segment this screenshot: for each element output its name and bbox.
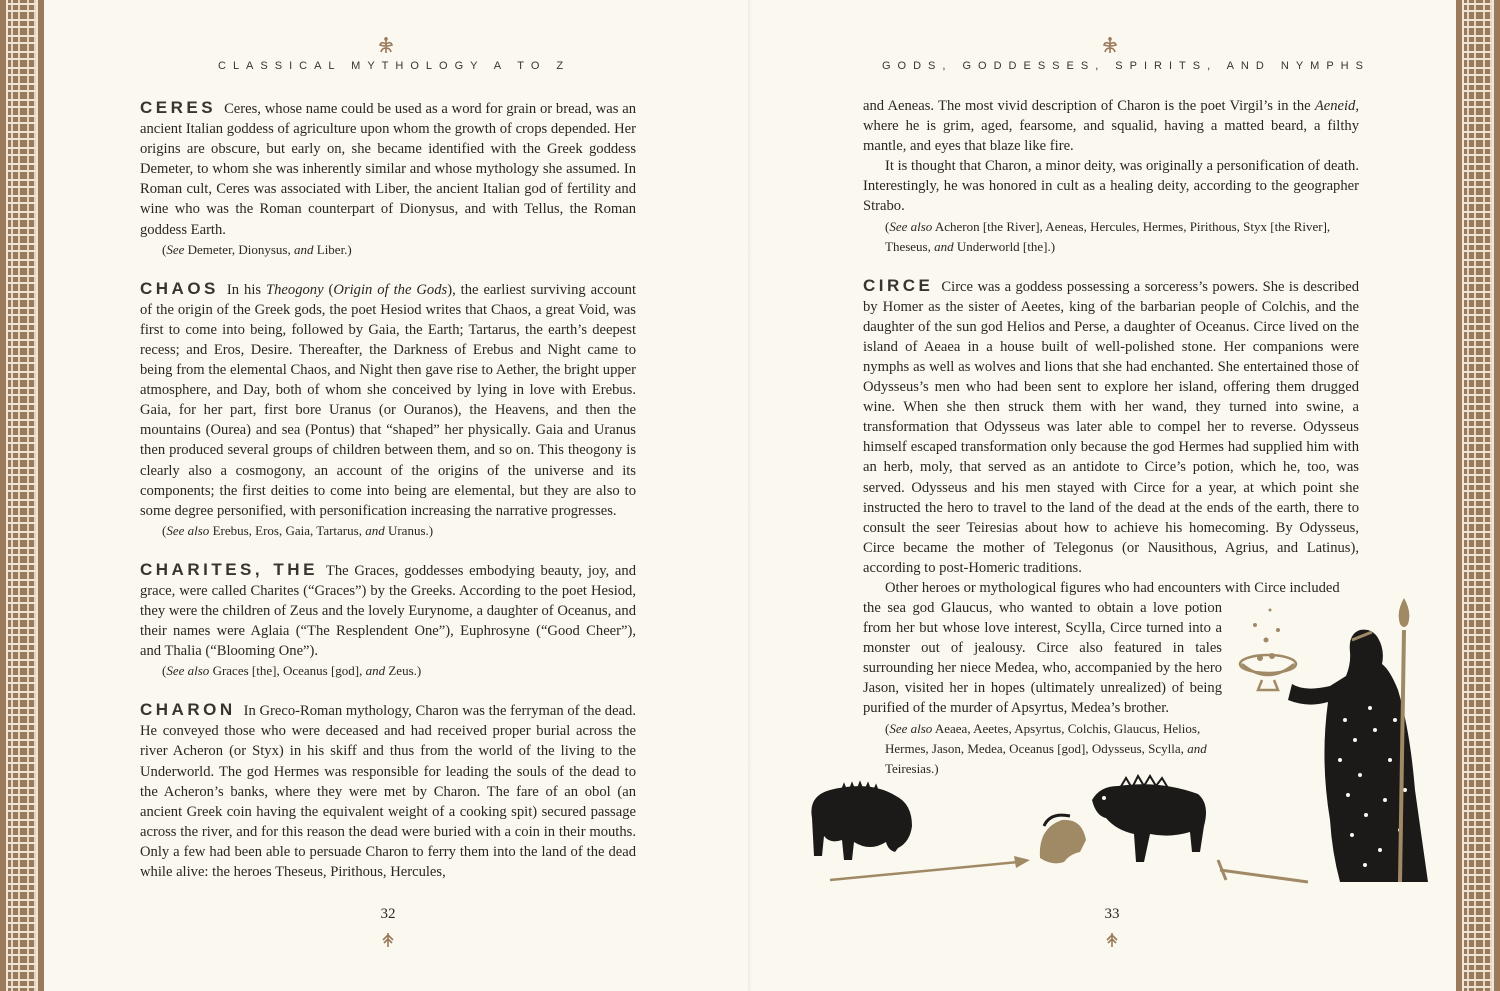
running-head-left: CLASSICAL MYTHOLOGY A TO Z <box>218 60 571 72</box>
running-head-right: GODS, GODDESSES, SPIRITS, AND NYMPHS <box>882 60 1370 72</box>
left-greek-key-border <box>0 0 44 991</box>
left-page <box>44 0 748 991</box>
right-greek-key-border <box>1456 0 1500 991</box>
right-page <box>752 0 1456 991</box>
page-number-left: 32 <box>380 906 396 922</box>
boar-right-icon <box>1092 776 1206 862</box>
entry-charites: CHARITES, THE The Graces, goddesses embodying beauty, joy, and grace, were called Charites (“Graces”) by the Greeks. According to the poet Hesiod, they were the children of Zeus and the lovely Eurynome, a daughter of Oceanus, and their names were Aglaia (“The Resplendent One”), Euphrosyne (“Good Cheer”), and Thalia (“Blooming One”). (See also Graces [the], Oceanus [god], and Zeus.) <box>140 560 636 681</box>
cross-reference: (See also Acheron [the River], Aeneas, Hercules, Hermes, Pirithous, Styx [the River], Theseus, and Underworld [the].) <box>885 218 1331 254</box>
headword-chaos: CHAOS <box>140 278 219 298</box>
right-text-column <box>863 96 1359 598</box>
fleuron-bottom-icon <box>378 932 398 952</box>
headword-ceres: CERES <box>140 98 217 117</box>
circe-paragraph-2: the sea god Glaucus, who wanted to obtain a love potion from her but whose love interest, Scylla, Circe turned into a monster out of jealousy. Circe also featured in tales surrounding her niece Medea, who, accompanied by the hero Jason, visited her in hopes (ultimately unrealized) of being purified of the murder of Apsyrtus, Medea’s brother. <box>863 600 1222 717</box>
fleuron-top-icon <box>1100 36 1120 56</box>
left-text-column <box>140 98 636 901</box>
entry-circe: CIRCE Circe was a goddess possessing a sorceress’s powers. She is described by Homer as the sister of Aeetes, king of the barbarian people of Colchis, and the daughter of the sun god Helios and Perse, a daughter of Oceanus. Circe lived on the island of Aeaea in a house built of well-polished stone. Her companions were nymphs as well as wolves and lions that she had enchanted. She entertained those of Odysseus’s men who had been sent to explore her island, offering them drugged wine. When she then struck them with her wand, they turned into swine, a transformation that Odysseus was later able to compel her to reverse. Odysseus himself escaped transformation only because the god Hermes had supplied him with an herb, moly, that served as an antidote to Circe’s potion, which he, too, was served. Odysseus and his men stayed with Circe for a year, at which point she instructed the hero to travel to the land of the dead at the ends of the earth, there to consult the seer Teiresias about how to achieve his homecoming. By Odysseus, Circe became the mother of Telegonus (or Nausithous, Agrius, and Latinus), according to post-Homeric traditions. <box>863 275 1359 576</box>
entry-charon: CHARON In Greco-Roman mythology, Charon was the ferryman of the dead. He conveyed those who were deceased and had received proper burial across the river Acheron (or Styx) in his skiff and thus from the world of the living to the Underworld. The god Hermes was responsible for leading the souls of the dead to the Acheron’s banks, where they were met by Charon. The fare of an obol (an ancient Greek coin having the equivalent weight of a cooking spit) secured passage across the river, and for this reason the dead were buried with a coin in their mouths. Only a few had been able to persuade Charon to ferry them into the land of the dead while alive: the heroes Theseus, Pirithous, Hercules, <box>140 700 636 880</box>
headword-charon: CHARON <box>140 700 236 720</box>
entry-chaos: CHAOS In his Theogony (Origin of the Gods), the earliest surviving account of the origin of the Greek gods, the poet Hesiod writes that Chaos, a great Void, was first to come into being, followed by Gaia, the Earth; Tartarus, the earth’s deepest recess; and Eros, Desire. Thereafter, the Darkness of Erebus and Night came to being from the elemental Chaos, and Night then gave rise to Aether, the bright upper atmosphere, and Day, both of whom she conceived by lying in love with Erebus. Gaia, for her part, first bore Uranus (or Ouranos), the Heavens, and then the mountains (Ourea) and sea (Pontus) that “shaped” her physically. Gaia and Uranus then produced several groups of children between them, and so on. This theogony is clearly also a cosmogony, an account of the origins of the universe and its components; the first deities to come into being are elemental, but they are also to some degree personified, with personification increasing the narrative progresses. (See also Erebus, Eros, Gaia, Tartarus, and Uranus.) <box>140 279 636 541</box>
entry-ceres <box>140 98 636 260</box>
cross-reference: (See also Erebus, Eros, Gaia, Tartarus, and Uranus.) <box>162 522 434 538</box>
cross-reference: (See also Graces [the], Oceanus [god], and Zeus.) <box>162 663 422 679</box>
charon-continuation: and Aeneas. The most vivid description of Charon is the poet Virgil’s in the Aeneid, where he is grim, aged, fearsome, and squalid, having a matted beard, a filthy mantle, and eyes that blaze like fire. <box>863 98 1359 155</box>
headword-circe: CIRCE <box>863 275 934 295</box>
boar-left-icon <box>811 783 912 860</box>
charon-paragraph-2: It is thought that Charon, a minor deity, was originally a personification of death. Interestingly, he was honored in cult as a healing deity, according to the geographer Strabo. <box>863 158 1359 215</box>
headword-charites: CHARITES, THE <box>140 559 318 579</box>
circe-figure-icon <box>1240 598 1428 882</box>
cross-reference: (See Demeter, Dionysus, and Liber.) <box>162 241 352 257</box>
circe-paragraph-2-first-line: Other heroes or mythological figures who had encounters with Circe included <box>885 579 1340 596</box>
entry-body: Ceres, whose name could be used as a word for grain or bread, was an ancient Italian goddess of agriculture upon whom the growth of crops depended. Her origins are obscure, but early on, she became identified with the Greek goddess Demeter, to whom she was inherently similar and whose mythology she assumed. In Roman cult, Ceres was associated with Liber, the ancient Italian god of fertility and wine who was the Roman counterpart of Dionysus, and with Tellus, the Roman goddess Earth. <box>140 101 636 238</box>
circe-with-swine-illustration <box>800 590 1430 890</box>
cross-reference: (See also Aeaea, Aeetes, Apsyrtus, Colchis, Glaucus, Helios, Hermes, Jason, Medea, Oceanus [god], Odysseus, Scylla, and Teiresias.) <box>885 720 1207 776</box>
fleuron-top-icon <box>376 36 396 56</box>
helmet-icon <box>1040 815 1086 863</box>
page-number-right: 33 <box>1104 906 1120 922</box>
fleuron-bottom-icon <box>1102 932 1122 952</box>
